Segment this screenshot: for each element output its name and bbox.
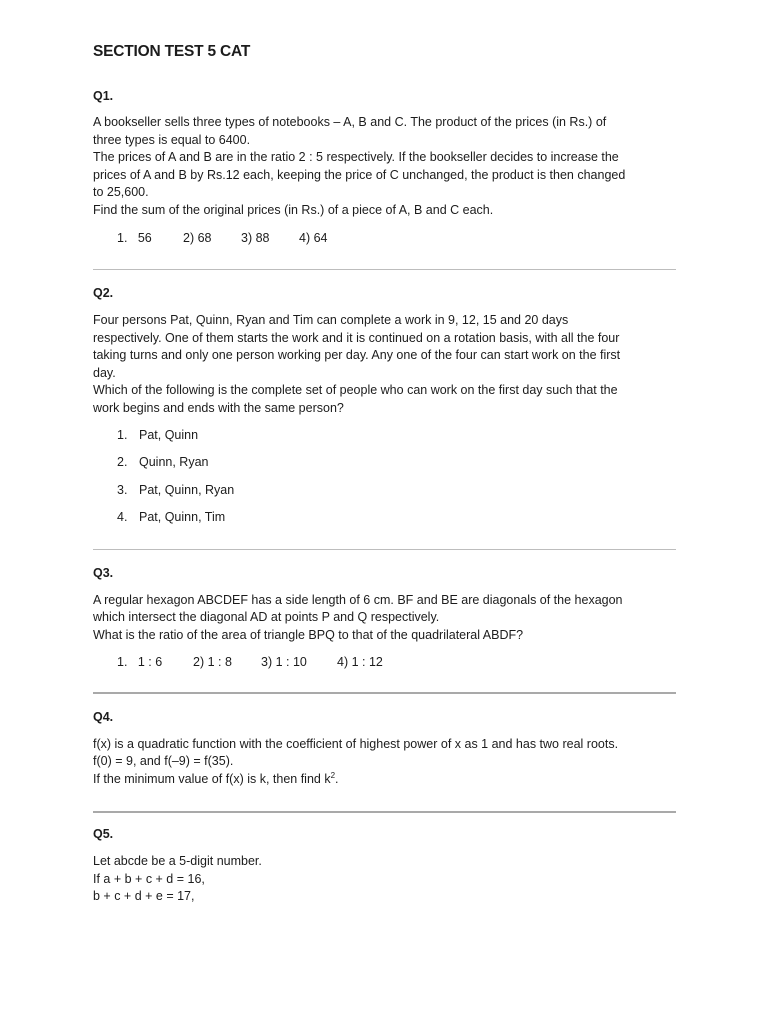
question-3-text-line: which intersect the diagonal AD at points P and Q respectively. [93, 610, 440, 624]
question-2-option [117, 428, 199, 442]
question-4-ask: If the minimum value of f(x) is k, then find k [93, 772, 331, 786]
question-2-text-line: Four persons Pat, Quinn, Ryan and Tim can complete a work in 9, 12, 15 and 20 days [93, 313, 569, 327]
question-3-text-line: What is the ratio of the area of triangle BPQ to that of the quadrilateral ABDF? [93, 628, 524, 642]
question-1-text-line: Find the sum of the original prices (in Rs.) of a piece of A, B and C each. [93, 203, 494, 217]
section-divider [93, 692, 676, 694]
punctuation: . [335, 772, 339, 786]
option-text: Pat, Quinn, Tim [139, 510, 226, 524]
question-2-option [117, 483, 235, 497]
question-2-text-line: work begins and ends with the same person? [93, 401, 344, 415]
question-4-label: Q4. [93, 710, 114, 724]
option-text: Pat, Quinn [139, 428, 199, 442]
question-3-option: 4) 1 : 12 [337, 655, 383, 669]
section-divider [93, 269, 676, 270]
question-3-text-line: A regular hexagon ABCDEF has a side length of 6 cm. BF and BE are diagonals of the hexagon [93, 593, 623, 607]
question-2-text-line: respectively. One of them starts the work and it is continued on a rotation basis, with all the four [93, 331, 620, 345]
question-1-label: Q1. [93, 89, 114, 103]
question-2-option [117, 455, 209, 469]
question-1-text-line: prices of A and B by Rs.12 each, keeping the price of C unchanged, the product is then changed [93, 168, 626, 182]
question-3-option: 3) 1 : 10 [261, 655, 307, 669]
question-1-option: 2) 68 [183, 231, 212, 245]
option-text: Quinn, Ryan [139, 455, 209, 469]
question-3-option: 2) 1 : 8 [193, 655, 232, 669]
question-1-text-line: three types is equal to 6400. [93, 133, 251, 147]
question-2-text-line: Which of the following is the complete set of people who can work on the first day such that the [93, 383, 618, 397]
question-2-option [117, 510, 226, 524]
section-divider [93, 549, 676, 550]
option-number: 1. [117, 428, 128, 442]
option-number: 2. [117, 455, 128, 469]
question-1-option: 4) 64 [299, 231, 328, 245]
section-divider [93, 811, 676, 813]
question-1-option: 1. 56 [117, 231, 152, 245]
question-2-text-line: taking turns and only one person working per day. Any one of the four can start work on the first [93, 348, 621, 362]
superscript: 2 [330, 770, 336, 780]
question-5-text-line: b + c + d + e = 17, [93, 889, 195, 903]
question-1-option: 3) 88 [241, 231, 270, 245]
question-5-text-line: Let abcde be a 5-digit number. [93, 854, 262, 868]
page-title: SECTION TEST 5 CAT [93, 43, 251, 60]
option-number: 4. [117, 510, 128, 524]
question-1-text-line: to 25,600. [93, 185, 149, 199]
question-5-label: Q5. [93, 827, 114, 841]
option-number: 3. [117, 483, 128, 497]
question-4-text-line: f(0) = 9, and f(–9) = f(35). [93, 754, 234, 768]
question-3-label: Q3. [93, 566, 114, 580]
question-4-text-line: f(x) is a quadratic function with the coefficient of highest power of x as 1 and has two real roots. [93, 737, 619, 751]
question-4-text-line [93, 771, 339, 789]
option-text: Pat, Quinn, Ryan [139, 483, 235, 497]
question-5-text-line: If a + b + c + d = 16, [93, 872, 205, 886]
question-1-text-line: The prices of A and B are in the ratio 2 : 5 respectively. If the bookseller decides to increase the [93, 150, 619, 164]
question-2-label: Q2. [93, 286, 114, 300]
question-2-text-line: day. [93, 366, 116, 380]
question-3-option: 1. 1 : 6 [117, 655, 163, 669]
question-1-text-line: A bookseller sells three types of notebooks – A, B and C. The product of the prices (in Rs.) of [93, 115, 607, 129]
